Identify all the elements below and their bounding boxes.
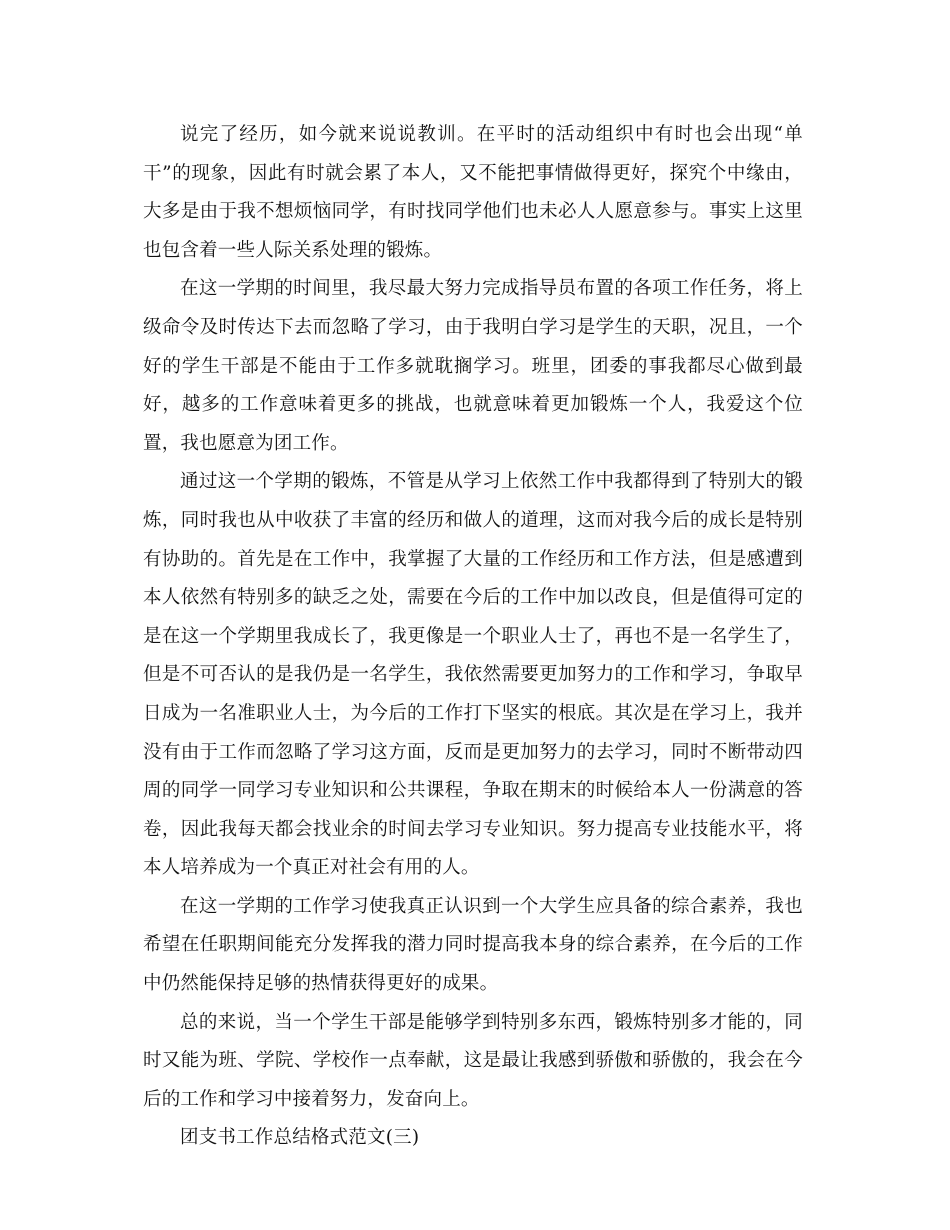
paragraph-comprehensive-quality: 在这一学期的工作学习使我真正认识到一个大学生应具备的综合素养，我也希望在任职期间能充分发挥我的潜力同时提高我本身的综合素养，在今后的工作中仍然能保持足够的热情获得更好的成果。 (143, 895, 803, 995)
paragraph-growth: 通过这一个学期的锻炼，不管是从学习上依然工作中我都得到了特别大的锻炼，同时我也从中收获了丰富的经历和做人的道理，这而对我今后的成长是特别有协助的。首先是在工作中，我掌握了大量的工作经历和工作方法，但是感遭到本人依然有特别多的缺乏之处，需要在今后的工作中加以改良，但是值得可定的是在这一个学期里我成长了，我更像是一个职业人士了，再也不是一名学生了，但是不可否认的是我仍是一名学生，我依然需要更加努力的工作和学习，争取早日成为一名准职业人士，为今后的工作打下坚实的根底。其次是在学习上，我并没有由于工作而忽略了学习这方面，反而是更加努力的去学习，同时不断带动四周的同学一同学习专业知识和公共课程，争取在期末的时候给本人一份满意的答卷，因此我每天都会找业余的时间去学习专业知识。努力提高专业技能水平，将本人培养成为一个真正对社会有用的人。 (143, 471, 803, 879)
paragraph-semester-work: 在这一学期的时间里，我尽最大努力完成指导员布置的各项工作任务，将上级命令及时传达下去而忽略了学习，由于我明白学习是学生的天职，况且，一个好的学生干部是不能由于工作多就耽搁学习。班里，团委的事我都尽心做到最好，越多的工作意味着更多的挑战，也就意味着更加锻炼一个人，我爱这个位置，我也愿意为团工作。 (143, 278, 803, 454)
paragraph-lessons: 说完了经历，如今就来说说教训。在平时的活动组织中有时也会出现“单干”的现象，因此有时就会累了本人，又不能把事情做得更好，探究个中缘由，大多是由于我不想烦恼同学，有时找同学他们也未必人人愿意参与。事实上这里也包含着一些人际关系处理的锻炼。 (143, 124, 803, 261)
document-body (143, 116, 803, 1158)
paragraph-summary: 总的来说，当一个学生干部是能够学到特别多东西，锻炼特别多才能的，同时又能为班、学院、学校作一点奉献，这是最让我感到骄傲和骄傲的，我会在今后的工作和学习中接着努力，发奋向上。 (143, 1011, 803, 1110)
section-heading: 团支书工作总结格式范文(三) (180, 1127, 420, 1149)
